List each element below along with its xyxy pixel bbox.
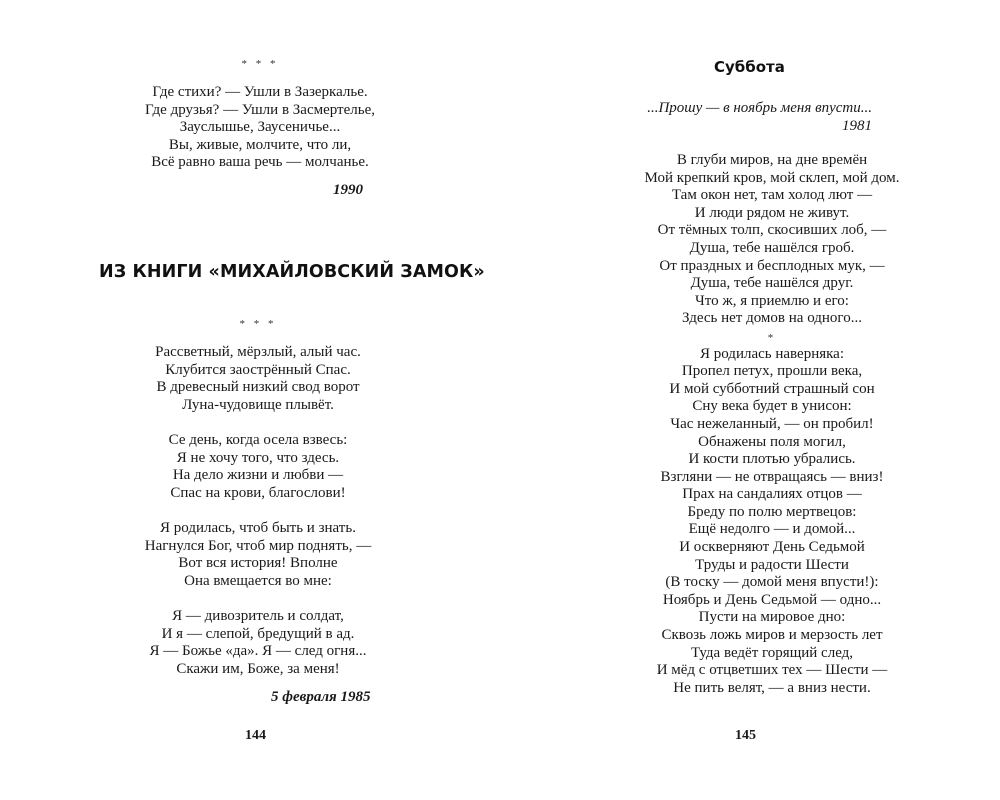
separator-stars: * * * [241, 58, 279, 70]
poem-line: Я — Божье «да». Я — след огня... [149, 643, 367, 660]
page-number: 144 [245, 728, 266, 743]
poem-line: Сквозь ложь миров и мерзость лет [661, 627, 883, 644]
poem-line: Вы, живые, молчите, что ли, [168, 136, 352, 153]
section-title: ИЗ КНИГИ «МИХАЙЛОВСКИЙ ЗАМОК» [99, 262, 485, 282]
poem-line: И оскверняют День Седьмой [679, 539, 865, 556]
poem-line: Час нежеланный, — он пробил! [670, 415, 874, 432]
poem-line: И я — слепой, бредущий в ад. [161, 625, 355, 642]
poem-line: Она вмещается во мне: [184, 572, 332, 589]
poem-line: Душа, тебе нашёлся друг. [690, 275, 854, 292]
poem-line: Спас на крови, благослови! [170, 484, 346, 501]
poem-line: Клубится заострённый Спас. [165, 361, 351, 378]
poem-line: Что ж, я приемлю и его: [695, 292, 849, 309]
poem-line: Труды и радости Шести [695, 556, 849, 573]
poem-line: Я родилась наверняка: [699, 345, 845, 362]
poem-line: Прах на сандалиях отцов — [682, 486, 862, 503]
poem-line: И кости плотью убрались. [688, 451, 856, 468]
poem-line: Там окон нет, там холод лют — [671, 187, 873, 204]
right-page [500, 0, 1000, 800]
separator-stars: * * * [239, 318, 277, 330]
poem-date: 1990 [333, 182, 363, 198]
poem-line: Се день, когда осела взвесь: [168, 431, 348, 448]
poem-line: Ещё недолго — и домой... [688, 521, 856, 538]
poem-line: Луна-чудовище плывёт. [182, 396, 334, 413]
poem-line: Взгляни — не отвращаясь — вниз! [660, 468, 884, 485]
poem-line: Душа, тебе нашёлся гроб. [689, 239, 855, 256]
poem-line: На дело жизни и любви — [172, 467, 344, 484]
poem-line: Где друзья? — Ушли в Засмертелье, [144, 101, 376, 118]
poem-line: Пропел петух, прошли века, [681, 363, 863, 380]
poem-line: Туда ведёт горящий след, [690, 644, 854, 661]
poem-line: В глуби миров, на дне времён [676, 152, 868, 168]
poem-line: Мой крепкий кров, мой склеп, мой дом. [644, 169, 900, 186]
poem-line: Зауслышье, Заусеничье... [179, 119, 341, 136]
poem-title: Суббота [714, 58, 785, 76]
poem-line: Не пить велят, — а вниз нести. [673, 679, 871, 696]
poem-date: 5 февраля 1985 [271, 689, 371, 705]
poem-line: Вот вся история! Вполне [178, 555, 338, 572]
epigraph [647, 100, 872, 135]
page-number: 145 [735, 728, 756, 743]
poem-line: И мёд с отцветших тех — Шести — [656, 662, 888, 679]
poem-line: От тёмных толп, скосивших лоб, — [657, 222, 887, 239]
poem-line: Скажи им, Боже, за меня! [176, 660, 340, 677]
poem-line: Нагнулся Бог, чтоб мир поднять, — [144, 537, 372, 554]
poem-line: Где стихи? — Ушли в Зазеркалье. [152, 84, 368, 100]
poem-line: Всё равно ваша речь — молчанье. [151, 154, 369, 171]
poem-line: И мой субботний страшный сон [669, 380, 875, 397]
poem-line: Обнажены поля могил, [698, 433, 846, 450]
poem-line: Я — дивозритель и солдат, [172, 607, 344, 624]
poem-line: Я родилась, чтоб быть и знать. [160, 519, 356, 536]
poem-line: Бреду по полю мертвецов: [687, 503, 857, 520]
poem-line: Пусти на мировое дно: [698, 609, 846, 626]
poem-line: Я не хочу того, что здесь. [176, 449, 340, 466]
poem-line: И люди рядом не живут. [694, 204, 850, 221]
poem-2 [0, 318, 516, 678]
separator-star: * [767, 331, 777, 344]
epigraph-text: ...Прошу — в ноябрь меня впусти... [647, 100, 872, 116]
poem-part-1 [500, 152, 1000, 697]
poem-line: Здесь нет домов на одного... [682, 310, 862, 327]
poem-line: В древесный низкий свод ворот [156, 379, 360, 396]
poem-line: От праздных и бесплодных мук, — [659, 257, 885, 274]
poem-line: Рассветный, мёрзлый, алый час. [155, 344, 361, 360]
poem-line: Сну века будет в унисон: [692, 398, 852, 415]
poem-line: Ноябрь и День Седьмой — одно... [662, 591, 882, 608]
poem-line: (В тоску — домой меня впусти!): [665, 574, 879, 591]
poem-1 [0, 58, 520, 172]
epigraph-year: 1981 [842, 117, 872, 134]
